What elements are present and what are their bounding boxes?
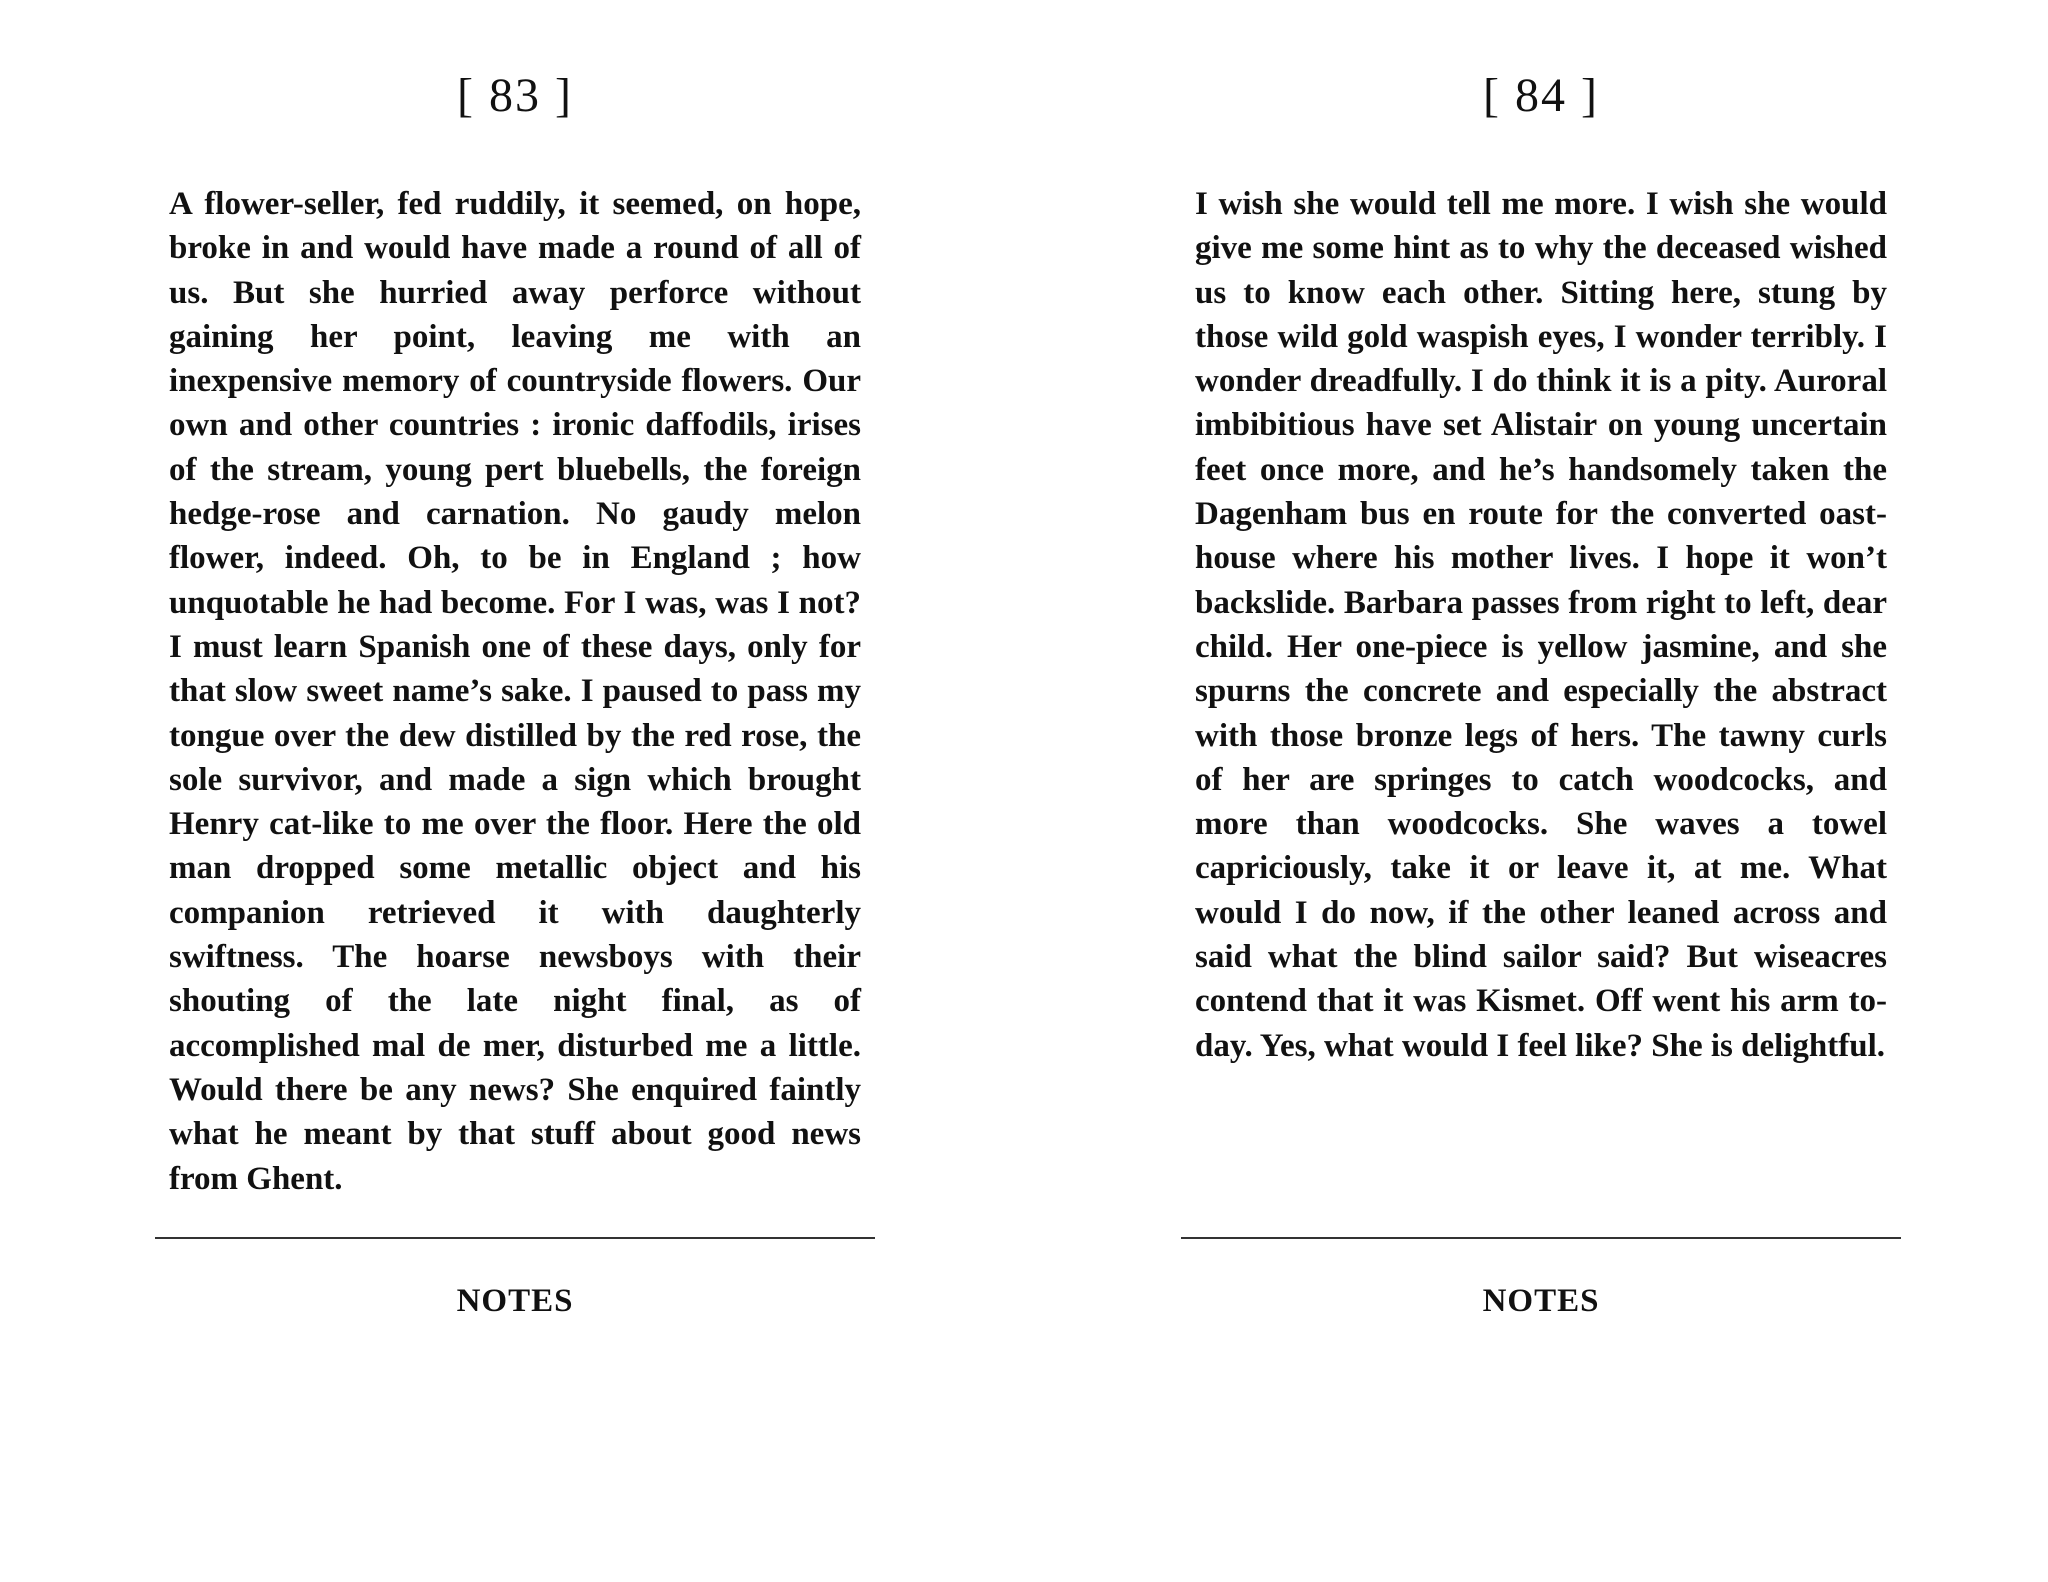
right-page bbox=[1181, 0, 1901, 1582]
left-page bbox=[155, 0, 875, 1582]
page-number: [ 84 ] bbox=[1483, 69, 1599, 122]
notes-heading: NOTES bbox=[456, 1283, 574, 1319]
notes-heading: NOTES bbox=[1482, 1283, 1600, 1319]
body-text: A flower-seller, fed ruddily, it seemed, on hope, broke in and would have made a round of all of us. But she hurried away perforce without gaining her point, leaving me with an inexpensive memory of countryside flowers. Our own and other countries : ironic daffodils, irises of the stream, young pert bluebells, the foreign hedge-rose and carnation. No gaudy melon flower, indeed. Oh, to be in England ; how unquotable he had become. For I was, was I not? I must learn Spanish one of these days, only for that slow sweet name’s sake. I paused to pass my tongue over the dew distilled by the red rose, the sole survivor, and made a sign which brought Henry cat-like to me over the floor. Here the old man dropped some metallic object and his companion retrieved it with daughterly swiftness. The hoarse newsboys with their shouting of the late night final, as of accomplished mal de mer, disturbed me a little. Would there be any news? She enquired faintly what he meant by that stuff about good news from Ghent. bbox=[169, 186, 861, 1197]
page-number: [ 83 ] bbox=[457, 69, 573, 122]
notes-divider bbox=[155, 1237, 875, 1239]
body-text: I wish she would tell me more. I wish she would give me some hint as to why the deceased wished us to know each other. Sitting here, stung by those wild gold waspish eyes, I wonder terribly. I wonder dreadfully. I do think it is a pity. Auroral imbibitious have set Alistair on young uncertain feet once more, and he’s handsomely taken the Dagenham bus en route for the converted oast-house where his mother lives. I hope it won’t backslide. Barbara passes from right to left, dear child. Her one-piece is yellow jasmine, and she spurns the concrete and especially the abstract with those bronze legs of hers. The tawny curls of her are springes to catch woodcocks, and more than woodcocks. She waves a towel capriciously, take it or leave it, at me. What would I do now, if the other leaned across and said what the blind sailor said? But wiseacres contend that it was Kismet. Off went his arm to-day. Yes, what would I feel like? She is delightful. bbox=[1195, 186, 1887, 1064]
notes-divider bbox=[1181, 1237, 1901, 1239]
